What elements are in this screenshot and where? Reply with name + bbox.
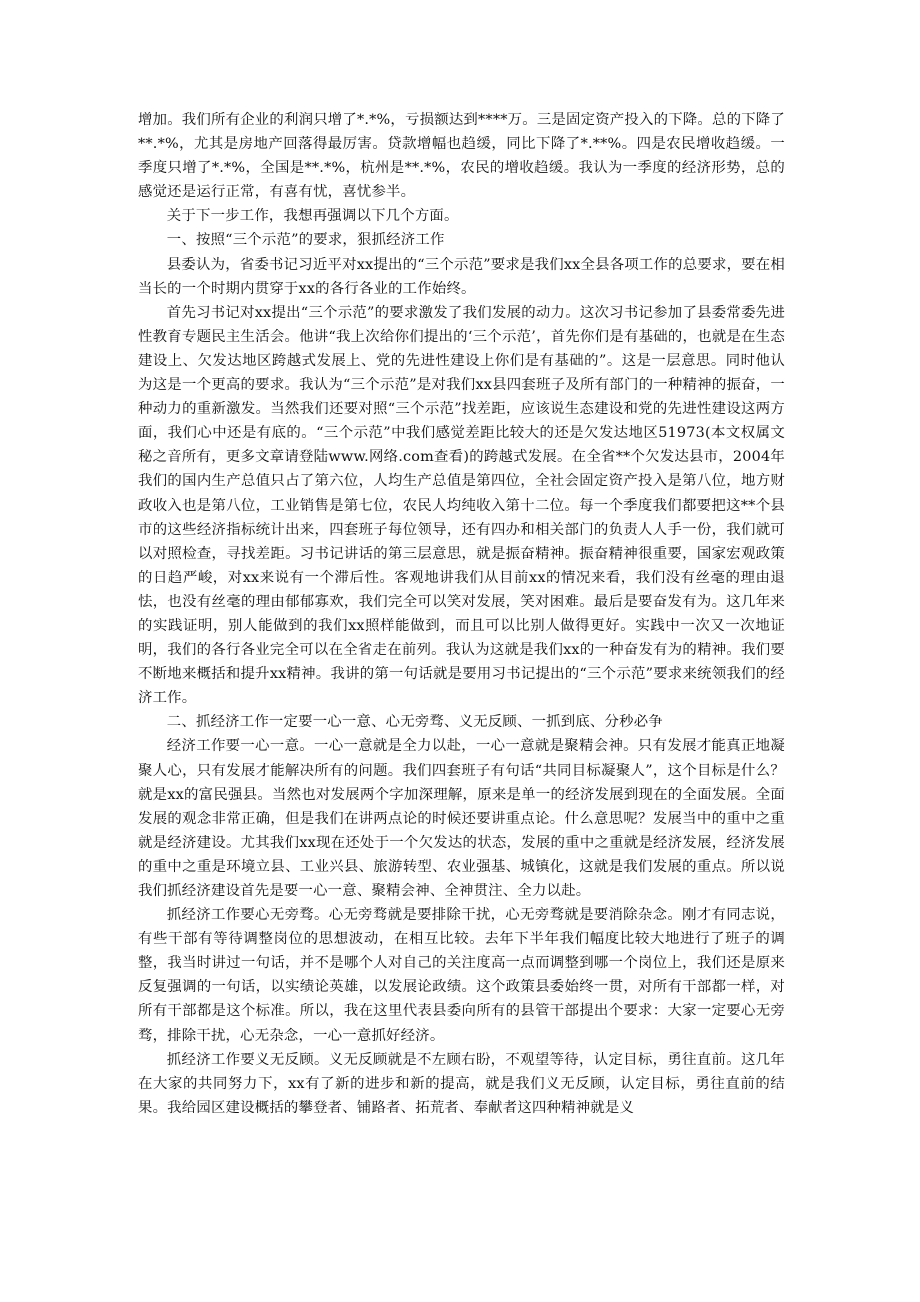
paragraph-7: 抓经济工作要义无反顾。义无反顾就是不左顾右盼，不观望等待，认定目标，勇往直前。这几年在大家的共同努力下，xx有了新的进步和新的提高，就是我们义无反顾，认定目标，勇往直前的结果。我给园区建设概括的攀登者、铺路者、拓荒者、奉献者这四种精神就是义 bbox=[138, 1051, 785, 1116]
paragraph-2: 关于下一步工作，我想再强调以下几个方面。 bbox=[166, 208, 459, 225]
paragraph-4: 首先习书记对xx提出“三个示范”的要求激发了我们发展的动力。这次习书记参加了县委常委先进性教育专题民主生活会。他讲“我上次给你们提出的‘三个示范’，首先你们是有基础的，也就是在生态建设上、欠发达地区跨越式发展上、党的先进性建设上你们是有基础的”。这是一层意思。同时他认为这是一个更高的要求。我认为“三个示范”是对我们xx县四套班子及所有部门的一种精神的振奋，一种动力的重新激发。当然我们还要对照“三个示范”找差距，应该说生态建设和党的先进性建设这两方面，我们心中还是有底的。“三个示范”中我们感觉差距比较大的还是欠发达地区51973(本文权属文秘之音所有，更多文章请登陆www.网络.com查看)的跨越式发展。在全省**个欠发达县市，2004年我们的国内生产总值只占了第六位，人均生产总值是第四位，全社会固定资产投入是第八位，地方财政收入也是第八位，工业销售是第七位，农民人均纯收入第十二位。每一个季度我们都要把这**个县市的这些经济指标统计出来，四套班子每位领导，还有四办和相关部门的负责人人手一份，我们就可以对照检查，寻找差距。习书记讲话的第三层意思，就是振奋精神。振奋精神很重要，国家宏观政策的日趋严峻，对xx来说有一个滞后性。客观地讲我们从目前xx的情况来看，我们没有丝毫的理由退怯，也没有丝毫的理由郁郁寡欢，我们完全可以笑对发展，笑对困难。最后是要奋发有为。这几年来的实践证明，别人能做到的我们xx照样能做到，而且可以比别人做得更好。实践中一次又一次地证明，我们的各行各业完全可以在全省走在前列。我认为这就是我们xx的一种奋发有为的精神。我们要不断地来概括和提升xx精神。我讲的第一句话就是要用习书记提出的“三个示范”要求来统领我们的经济工作。 bbox=[138, 304, 785, 707]
paragraph-1: 增加。我们所有企业的利润只增了*.*%，亏损额达到****万。三是固定资产投入的下降。总的下降了**.*%，尤其是房地产回落得最厉害。贷款增幅也趋缓，同比下降了*.**%。四是农民增收趋缓。一季度只增了*.*%，全国是**.*%，杭州是**.*%，农民的增收趋缓。我认为一季度的经济形势，总的感觉还是运行正常，有喜有忧，喜忧参半。 bbox=[138, 112, 785, 201]
paragraph-5: 经济工作要一心一意。一心一意就是全力以赴，一心一意就是聚精会神。只有发展才能真正地凝聚人心，只有发展才能解决所有的问题。我们四套班子有句话“共同目标凝聚人”，这个目标是什么？就是xx的富民强县。当然也对发展两个字加深理解，原来是单一的经济发展到现在的全面发展。全面发展的观念非常正确，但是我们在讲两点论的时候还要讲重点论。什么意思呢？发展当中的重中之重就是经济建设。尤其我们xx现在还处于一个欠发达的状态，发展的重中之重就是经济发展，经济发展的重中之重是环境立县、工业兴县、旅游转型、农业强基、城镇化，这就是我们发展的重点。所以说我们抓经济建设首先是要一心一意、聚精会神、全神贯注、全力以赴。 bbox=[138, 738, 785, 899]
paragraph-6: 抓经济工作要心无旁骛。心无旁骛就是要排除干扰，心无旁骛就是要消除杂念。刚才有同志说，有些干部有等待调整岗位的思想波动，在相互比较。去年下半年我们幅度比较大地进行了班子的调整，我当时讲过一句话，并不是哪个人对自己的关注度高一点而调整到哪一个岗位上，我们还是原来反复强调的一句话，以实绩论英雄，以发展论政绩。这个政策县委始终一贯，对所有干部都一样，对所有干部都是这个标准。所以，我在这里代表县委向所有的县管干部提出个要求：大家一定要心无旁骛，排除干扰，心无杂念，一心一意抓好经济。 bbox=[138, 907, 785, 1044]
paragraph-3: 县委认为，省委书记习近平对xx提出的“三个示范”要求是我们xx全县各项工作的总要求，要在相当长的一个时期内贯穿于xx的各行各业的工作始终。 bbox=[138, 256, 785, 297]
document-page bbox=[138, 108, 785, 1120]
section-heading-2: 二、抓经济工作一定要一心一意、心无旁骛、义无反顾、一抓到底、分秒必争 bbox=[166, 714, 663, 731]
section-heading-1: 一、按照“三个示范”的要求，狠抓经济工作 bbox=[166, 232, 445, 249]
